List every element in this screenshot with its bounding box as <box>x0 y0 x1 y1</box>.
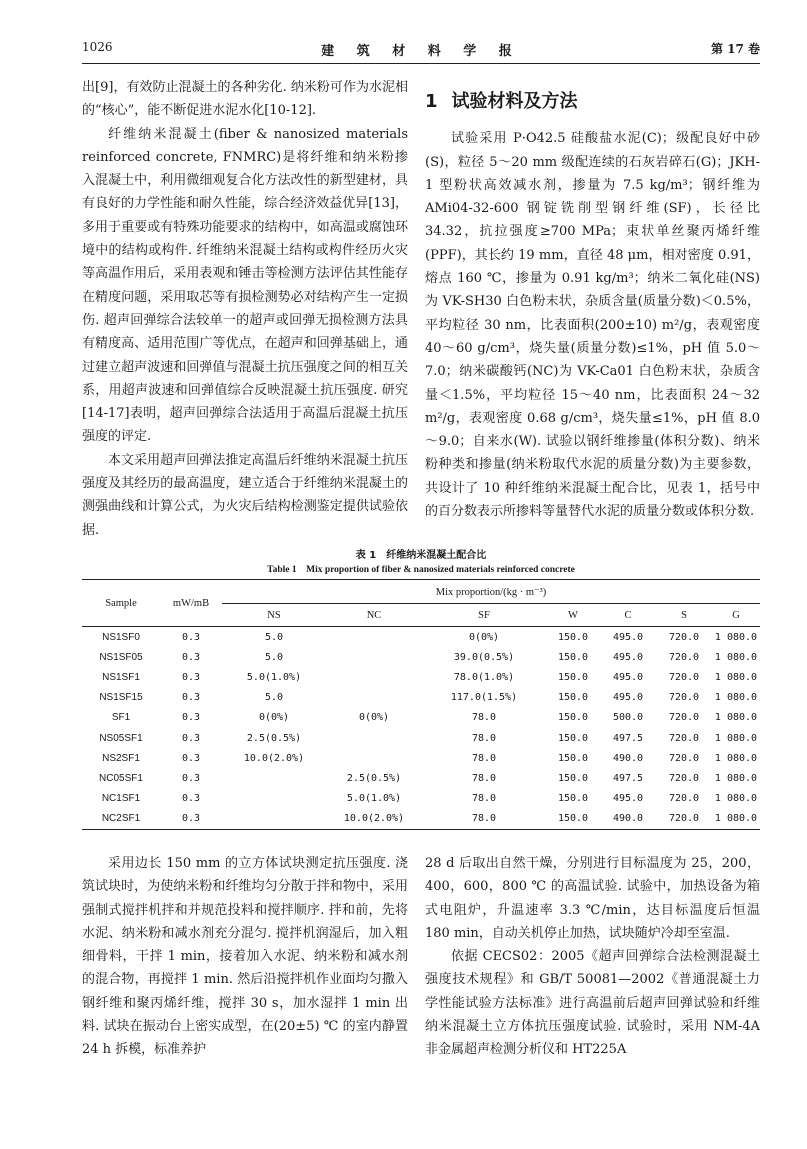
volume-label: 第 17 卷 <box>710 42 760 56</box>
header-c: C <box>600 604 656 627</box>
paragraph: 采用边长 150 mm 的立方体试块测定抗压强度. 浇筑试块时，为使纳米粉和纤维均匀分散于拌和物中，采用强制式搅拌机拌和并规范投料和搅拌顺序. 拌和前，先将水泥、纳米粉和减水剂充分混匀. 搅拌机润湿后，加入粗细骨料，干拌 1 min，接着加入水泥、纳米粉和减水剂的混合物，再搅拌 1 min. 然后沿搅拌机作业面均匀撒入钢纤维和聚丙烯纤维，搅拌 30 s，加水湿拌 1 min 出料. 试块在振动台上密实成型，在(20±5) ℃ 的室内静置 24 h 拆模，标准养护 <box>82 856 408 1058</box>
table-cell-c: 495.0 <box>612 631 644 643</box>
running-header <box>82 40 760 62</box>
table-cell-ns <box>222 809 326 830</box>
bottom-right-column <box>425 852 760 1062</box>
header-rule <box>82 63 760 64</box>
table-cell-c: 495.0 <box>612 692 644 704</box>
table-cell-nc <box>326 728 422 748</box>
table-row <box>82 748 760 768</box>
table-cell-nc <box>326 627 422 648</box>
table-cell-s: 720.0 <box>668 692 700 704</box>
table-row <box>82 627 760 648</box>
table-body <box>82 627 760 830</box>
table-row <box>82 768 760 788</box>
table-cell-sample: NC2SF1 <box>82 809 160 830</box>
table-cell-g: 1 080.0 <box>714 732 758 744</box>
table-cell-w: 150.0 <box>557 732 589 744</box>
table-caption-cn: 表 1 纤维纳米混凝土配合比 <box>355 550 487 561</box>
paragraph: 出[9]，有效防止混凝土的各种劣化. 纳米粉可作为水泥相的“核心”，能不断促进水泥水化[10-12]. <box>82 80 408 119</box>
section-heading <box>425 90 760 113</box>
table-cell-ratio: 0.3 <box>181 671 201 683</box>
header-w: W <box>546 604 600 627</box>
table-cell-sf: 39.0(0.5%) <box>453 651 515 663</box>
table-cell-w: 150.0 <box>557 793 589 805</box>
table-cell-sample: NS2SF1 <box>102 752 140 764</box>
table-cell-g: 1 080.0 <box>712 809 760 830</box>
table-cell-w: 150.0 <box>557 692 589 704</box>
table-cell-ratio: 0.3 <box>181 692 201 704</box>
table-row <box>82 789 760 809</box>
table-cell-sf: 78.0 <box>471 752 497 764</box>
mix-proportion-table <box>82 581 760 830</box>
table-cell-sample: SF1 <box>111 712 131 724</box>
left-column <box>82 76 408 542</box>
table-cell-sf: 78.0 <box>422 809 546 830</box>
table-cell-c: 495.0 <box>612 671 644 683</box>
table-cell-ns: 0(0%) <box>258 712 290 724</box>
table-cell-c: 497.5 <box>612 732 644 744</box>
table-row <box>82 708 760 728</box>
table-cell-g: 1 080.0 <box>714 793 758 805</box>
table-cell-ratio: 0.3 <box>181 772 201 784</box>
table-cell-sf: 117.0(1.5%) <box>450 692 518 704</box>
table-cell-nc: 10.0(2.0%) <box>326 809 422 830</box>
table-cell-c: 497.5 <box>612 772 644 784</box>
table-caption-en: Table 1 Mix proportion of fiber & nanosized materials reinforced concrete <box>267 565 575 575</box>
table-cell-c: 495.0 <box>612 793 644 805</box>
table-cell-sf: 78.0 <box>471 793 497 805</box>
table-cell-s: 720.0 <box>668 631 700 643</box>
table-cell-ns: 5.0 <box>264 651 284 663</box>
table-cell-c: 495.0 <box>612 651 644 663</box>
table-cell-ratio: 0.3 <box>160 809 222 830</box>
table-row <box>82 688 760 708</box>
table-cell-w: 150.0 <box>557 651 589 663</box>
table-cell-g: 1 080.0 <box>714 651 758 663</box>
table-cell-w: 150.0 <box>557 671 589 683</box>
table-cell-ns <box>222 768 326 788</box>
table-cell-s: 720.0 <box>668 772 700 784</box>
paragraph: 试验采用 P·O42.5 硅酸盐水泥(C)；级配良好中砂(S)，粒径 5～20 mm 级配连续的石灰岩碎石(G)；JKH-1 型粉状高效减水剂，掺量为 7.5 kg/m³；钢纤维为 AMi04-32-600 钢锭铣削型钢纤维(SF)，长径比 34.32，抗拉强度≥700 MPa；束状单丝聚丙烯纤维(PPF)，其长约 19 mm，直径 48 μm，相对密度 0.91，熔点 160 ℃，掺量为 0.91 kg/m³；纳米二氧化硅(NS)为 VK-SH30 白色粉末状，杂质含量(质量分数)＜0.5%，平均粒径 30 nm，比表面积(200±10) m²/g，表观密度 40～60 g/cm³，烧失量(质量分数)≤1%，pH 值 5.0～7.0；纳米碳酸钙(NC)为 VK-Ca01 白色粉末状，杂质含量＜1.5%，平均粒径 15～40 nm，比表面积 24～32 m²/g，表观密度 0.68 g/cm³，烧失量≤1%，pH 值 8.0～9.0；自来水(W). 试验以钢纤维掺量(体积分数)、纳米粉种类和掺量(纳米粉取代水泥的质量分数)为主要参数，共设计了 10 种纤维纳米混凝土配合比，见表 1，括号中的百分数表示所掺料等量替代水泥的质量分数或体积分数. <box>425 131 760 520</box>
table-cell-sample: NS1SF15 <box>99 692 143 704</box>
table-cell-ns: 5.0(1.0%) <box>246 671 302 683</box>
table-top-rule <box>82 579 760 580</box>
table-row <box>82 647 760 667</box>
table-cell-ns: 2.5(0.5%) <box>246 732 302 744</box>
table-cell-g: 1 080.0 <box>714 772 758 784</box>
table-cell-w: 150.0 <box>546 809 600 830</box>
table-cell-c: 490.0 <box>612 752 644 764</box>
table-cell-sf: 78.0 <box>471 712 497 724</box>
table-cell-nc <box>326 667 422 687</box>
header-ratio: mW/mB <box>160 581 222 627</box>
table-cell-ratio: 0.3 <box>181 651 201 663</box>
table-cell-c: 490.0 <box>600 809 656 830</box>
header-s: S <box>656 604 712 627</box>
table-cell-s: 720.0 <box>668 793 700 805</box>
paragraph: 纤维纳米混凝土(fiber & nanosized materials reinforced concrete, FNMRC)是将纤维和纳米粉掺入混凝土中，利用微细观复合化方法改性的新型建材，具有良好的力学性能和耐久性能，综合经济效益优异[13]，多用于重要或有特殊功能要求的结构中，如高温或腐蚀环境中的结构或构件. 纤维纳米混凝土结构或构件经历火灾等高温作用后，采用表观和锤击等检测方法评估其性能存在精度问题，采用取芯等有损检测势必对结构产生一定损伤. 超声回弹综合法较单一的超声或回弹无损检测方法具有精度高、适用范围广等优点，在超声和回弹基础上，通过建立超声波速和回弹值与混凝土抗压强度之间的相互关系，用超声波速和回弹值综合反映混凝土抗压强度. 研究[14-17]表明，超声回弹综合法适用于高温后混凝土抗压强度的评定. <box>82 126 408 445</box>
right-column <box>425 76 760 523</box>
table-cell-sf: 0(0%) <box>468 631 500 643</box>
table-row <box>82 728 760 748</box>
table-cell-s: 720.0 <box>668 752 700 764</box>
table-cell-ns: 10.0(2.0%) <box>243 752 305 764</box>
table-row <box>82 809 760 830</box>
table-cell-sf: 78.0 <box>471 772 497 784</box>
table-cell-ratio: 0.3 <box>181 793 201 805</box>
section-number: 1 <box>425 91 438 112</box>
table-cell-nc <box>326 748 422 768</box>
header-sf: SF <box>422 604 546 627</box>
table-cell-ns: 5.0 <box>264 692 284 704</box>
table-cell-ratio: 0.3 <box>181 631 201 643</box>
table-cell-nc <box>326 647 422 667</box>
table-cell-g: 1 080.0 <box>714 671 758 683</box>
table-cell-g: 1 080.0 <box>714 752 758 764</box>
table-cell-nc: 0(0%) <box>358 712 390 724</box>
table-cell-s: 720.0 <box>668 712 700 724</box>
table-cell-nc: 5.0(1.0%) <box>346 793 402 805</box>
header-mix-proportion: Mix proportion/(kg · m⁻³) <box>222 581 760 604</box>
table-cell-w: 150.0 <box>557 752 589 764</box>
table-cell-w: 150.0 <box>557 772 589 784</box>
header-g: G <box>712 604 760 627</box>
table-cell-sample: NS1SF05 <box>99 651 143 663</box>
header-nc: NC <box>326 604 422 627</box>
bottom-left-column <box>82 852 408 1062</box>
table-cell-g: 1 080.0 <box>714 712 758 724</box>
table-cell-sf: 78.0 <box>471 732 497 744</box>
table-cell-c: 500.0 <box>612 712 644 724</box>
paragraph: 本文采用超声回弹法推定高温后纤维纳米混凝土抗压强度及其经历的最高温度，建立适合于纤维纳米混凝土的测强曲线和计算公式，为火灾后结构检测鉴定提供试验依据. <box>82 452 408 538</box>
journal-title: 建 筑 材 料 学 报 <box>321 44 521 59</box>
table-cell-nc <box>326 688 422 708</box>
table-row <box>82 667 760 687</box>
table-cell-ratio: 0.3 <box>181 732 201 744</box>
table-cell-sample: NC1SF1 <box>101 793 141 805</box>
table-cell-s: 720.0 <box>668 671 700 683</box>
table-cell-ns <box>222 789 326 809</box>
paragraph: 依据 CECS02：2005《超声回弹综合法检测混凝土强度技术规程》和 GB/T 50081—2002《普通混凝土力学性能试验方法标准》进行高温前后超声回弹试验和纤维纳米混凝土立方体抗压强度试验. 试验时，采用 NM-4A 非金属超声检测分析仪和 HT225A <box>425 949 760 1058</box>
table-cell-s: 720.0 <box>668 651 700 663</box>
table-cell-ratio: 0.3 <box>181 712 201 724</box>
header-sample: Sample <box>82 581 160 627</box>
table-cell-sample: NC05SF1 <box>99 772 143 784</box>
header-ns: NS <box>222 604 326 627</box>
table-cell-s: 720.0 <box>656 809 712 830</box>
table-cell-w: 150.0 <box>557 631 589 643</box>
table-cell-g: 1 080.0 <box>714 631 758 643</box>
page-number: 1026 <box>82 40 113 54</box>
table-cell-sample: NS05SF1 <box>99 732 143 744</box>
table-cell-sf: 78.0(1.0%) <box>453 671 515 683</box>
table-cell-g: 1 080.0 <box>714 692 758 704</box>
table-cell-sample: NS1SF1 <box>102 671 140 683</box>
table-cell-ratio: 0.3 <box>181 752 201 764</box>
table-cell-w: 150.0 <box>557 712 589 724</box>
table-cell-ns: 5.0 <box>264 631 284 643</box>
paragraph: 28 d 后取出自然干燥，分别进行目标温度为 25，200，400，600，800 ℃ 的高温试验. 试验中，加热设备为箱式电阻炉，升温速率 3.3 ℃/min，达目标温度后恒温 180 min，自动关机停止加热，试块随炉冷却至室温. <box>425 856 760 941</box>
table-cell-s: 720.0 <box>668 732 700 744</box>
table-cell-nc: 2.5(0.5%) <box>346 772 402 784</box>
section-title: 试验材料及方法 <box>451 91 578 112</box>
table-cell-sample: NS1SF0 <box>102 631 140 643</box>
